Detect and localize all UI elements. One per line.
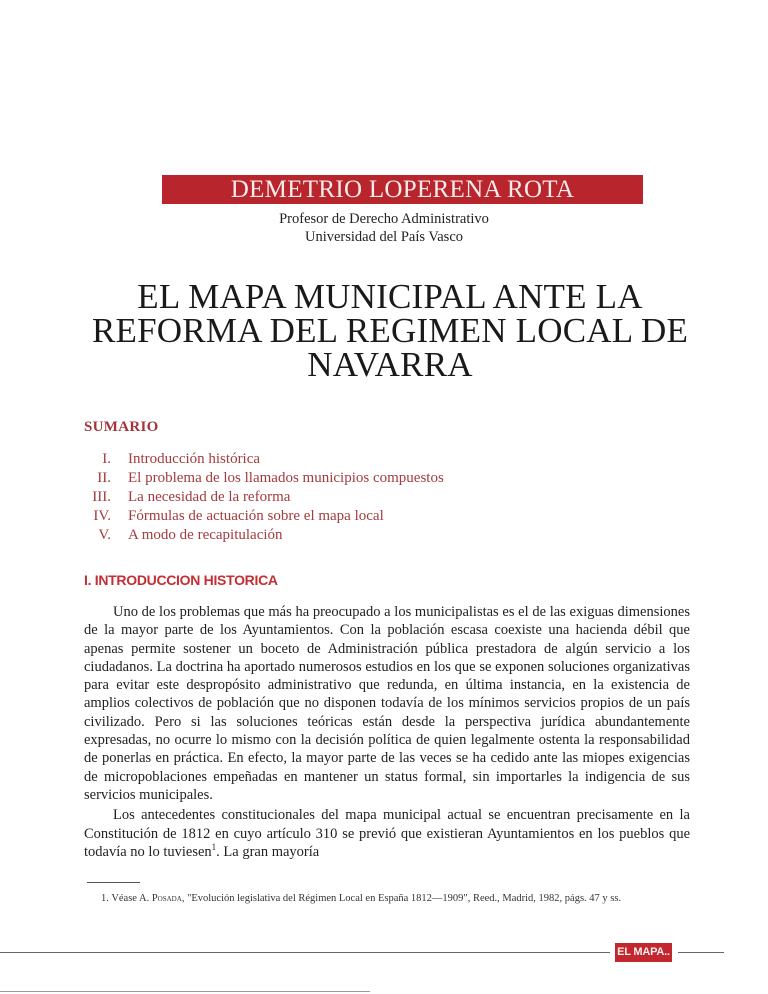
footnote-number: 1. — [101, 893, 109, 904]
summary-list — [84, 450, 444, 545]
summary-item — [84, 450, 444, 469]
summary-item-number: I. — [102, 451, 111, 467]
footnote-reference[interactable]: 1 — [211, 842, 217, 853]
summary-item-label: Fórmulas de actuación sobre el mapa local — [128, 508, 384, 524]
footer-rule-right — [678, 952, 724, 953]
summary-item-label: La necesidad de la reforma — [128, 489, 291, 505]
title-line: REFORMA DEL REGIMEN LOCAL DE — [91, 311, 689, 350]
summary-item-number: III. — [92, 489, 111, 505]
footer-rule-left — [0, 952, 610, 953]
summary-item-label: El problema de los llamados municipios compuestos — [128, 470, 444, 486]
body-text — [84, 603, 690, 861]
footnote-author: Posada — [151, 893, 182, 904]
running-title-badge: EL MAPA.. — [615, 943, 672, 962]
title-line: EL MAPA MUNICIPAL ANTE LA — [137, 277, 643, 316]
author-institution: Universidad del País Vasco — [305, 229, 463, 245]
summary-item — [84, 469, 444, 488]
paragraph-text: Los antecedentes constitucionales del mapa municipal actual se encuentran precisamente en la Constitución de 1812 en cuyo artículo 310 se previó que existieran Ayuntamientos en los pueblos que todavía no lo tuviesen — [84, 807, 690, 860]
author-affiliation — [0, 210, 768, 246]
body-paragraph — [84, 806, 690, 861]
summary-item-number: II. — [97, 470, 111, 486]
footnote-pre: Véase A. — [111, 893, 150, 904]
author-banner — [162, 175, 643, 204]
title-line: NAVARRA — [307, 345, 473, 384]
footnote — [87, 892, 687, 905]
footnote-text: , "Evolución legislativa del Régimen Local en España 1812—1909", Reed., Madrid, 1982, págs. 47 y ss. — [181, 893, 622, 904]
summary-item-number: IV. — [93, 508, 111, 524]
paragraph-tail: . La gran mayoría — [216, 843, 320, 860]
summary-item — [84, 507, 444, 526]
summary-item — [84, 526, 444, 545]
body-paragraph: Uno de los problemas que más ha preocupado a los municipalistas es el de las exiguas dimensiones de la mayor parte de los Ayuntamientos. Con la población escasa coexiste una hacienda débil que apenas permite sostener un boceto de Administración pública prestadora de algún servicio a los ciudadanos. La doctrina ha aportado numerosos estudios en los que se exponen soluciones organizativas para evitar este despropósito administrativo que redunda, en última instancia, en la existencia de amplios colectivos de población que no disponen todavía de los mínimos servicios propios de un país civilizado. Pero si las soluciones teóricas están desde la perspectiva jurídica abundantemente expresadas, no ocurre lo mismo con la decisión política de quien legalmente ostenta la responsabilidad de ponerlas en práctica. En efecto, la mayor parte de las veces se ha cedido ante las miopes exigencias de micropoblaciones empeñadas en mantener un status formal, sin importarles la indigencia de sus servicios municipales. — [84, 604, 690, 803]
section-heading: I. INTRODUCCION HISTORICA — [84, 572, 278, 588]
author-name: DEMETRIO LOPERENA ROTA — [230, 176, 575, 203]
summary-item-number: V. — [98, 527, 111, 543]
summary-item-label: A modo de recapitulación — [128, 527, 283, 543]
page-edge-line — [0, 991, 370, 992]
article-title — [0, 277, 768, 384]
summary-item — [84, 488, 444, 507]
footnote-divider — [87, 882, 140, 883]
summary-heading: SUMARIO — [84, 419, 159, 435]
author-position: Profesor de Derecho Administrativo — [279, 211, 489, 227]
summary-item-label: Introducción histórica — [128, 451, 261, 467]
